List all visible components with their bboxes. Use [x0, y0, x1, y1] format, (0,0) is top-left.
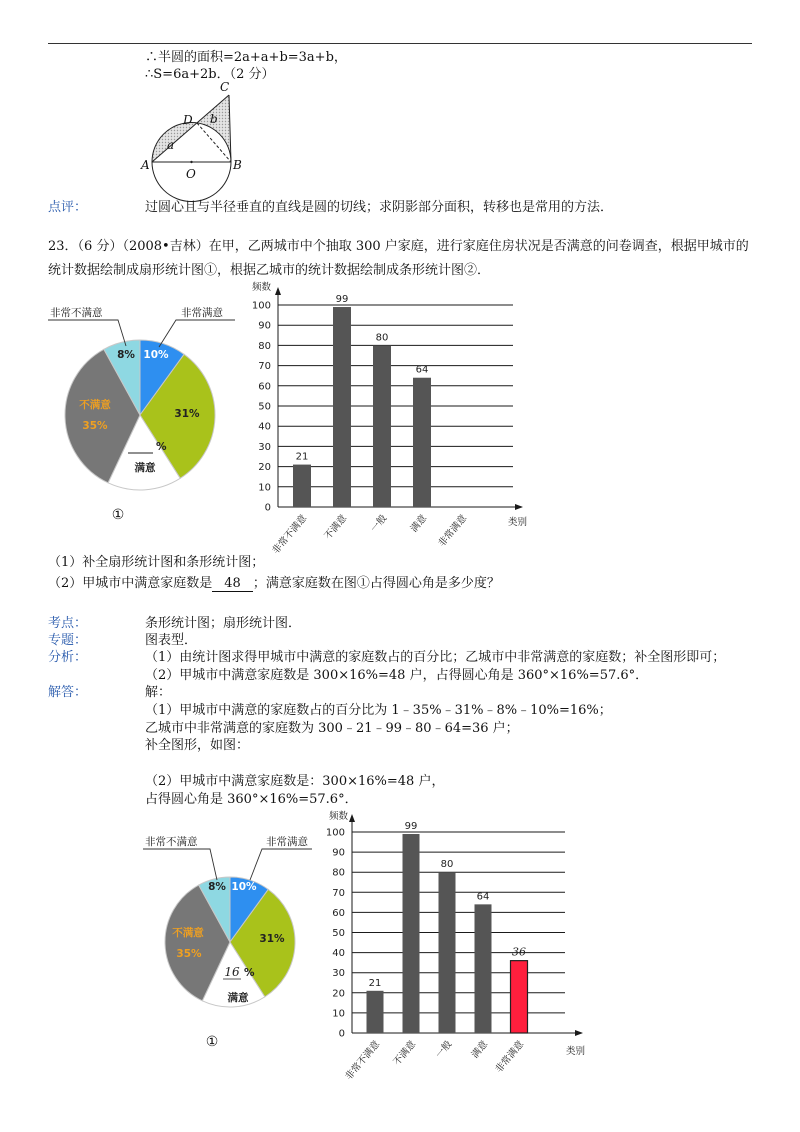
question-1: （1）补全扇形统计图和条形统计图；	[48, 555, 265, 570]
bar-2	[403, 834, 420, 1033]
callout-very-satisfied: 非常满意	[266, 836, 308, 848]
answer-blank: 48	[212, 577, 253, 592]
pct-very-unsatisfied: 8%	[208, 881, 226, 893]
category-label: 满意	[408, 512, 430, 535]
y-tick-label: 30	[258, 441, 271, 453]
pct-unsatisfied: 35%	[82, 420, 108, 432]
bar-plot	[252, 287, 523, 556]
y-tick-label: 80	[332, 867, 345, 879]
bar-chart-2	[320, 805, 600, 1085]
pct-very-satisfied: 10%	[231, 881, 257, 893]
callout-line-left	[143, 849, 217, 880]
y-tick-label: 70	[332, 887, 345, 899]
question-2-start: （2）甲城市中满意家庭数是	[48, 576, 213, 591]
center-point	[190, 161, 192, 163]
category-label: 非常满意	[436, 512, 470, 550]
label-small-b: b	[210, 112, 218, 126]
pct-general: 31%	[174, 408, 200, 420]
bar-1	[293, 465, 311, 507]
fenxi-label: 分析：	[48, 650, 88, 665]
label-a: A	[141, 158, 150, 172]
figure-caption-1: ①	[111, 507, 125, 523]
name-satisfied: 满意	[227, 992, 249, 1004]
y-axis-title: 频数	[329, 811, 349, 822]
fenxi-line-2: （2）甲城市中满意家庭数是 300×16%=48 户，占得圆心角是 360°×16%=57.6°．	[145, 668, 649, 683]
kaodian-text: 条形统计图；扇形统计图．	[145, 616, 302, 631]
previous-line-2: ∴S=6a+2b．（2 分）	[145, 67, 275, 82]
bar-2	[333, 307, 351, 507]
category-label: 一般	[433, 1038, 455, 1061]
callout-very-satisfied: 非常满意	[181, 307, 223, 319]
bar-value-label: 99	[404, 821, 418, 833]
label-o: O	[186, 167, 196, 181]
callout-line-right	[159, 320, 235, 347]
name-unsatisfied: 不满意	[79, 399, 111, 411]
y-tick-label: 60	[258, 381, 271, 393]
bar-4	[475, 904, 492, 1033]
fenxi-line-1: （1）由统计图求得甲城市中满意的家庭数占的百分比；乙城市中非常满意的家庭数；补全图形即可；	[145, 650, 726, 665]
bar-3	[439, 872, 456, 1033]
problem-line-2: 统计数据绘制成扇形统计图①，根据乙城市的统计数据绘制成条形统计图②．	[48, 263, 491, 278]
y-tick-label: 20	[258, 462, 271, 474]
y-tick-label: 20	[332, 988, 345, 1000]
category-label: 不满意	[391, 1038, 419, 1068]
geometry-figure	[140, 78, 250, 206]
previous-line-1: ∴半圆的面积=2a+a+b=3a+b，	[145, 50, 347, 65]
x-axis-arrow	[575, 1030, 583, 1036]
callout-very-unsatisfied: 非常不满意	[50, 307, 103, 319]
category-label: 非常满意	[493, 1038, 527, 1076]
jieda-line-2: 乙城市中非常满意的家庭数为 300﹣21﹣99﹣80﹣64=36 户；	[145, 721, 519, 736]
unit-satisfied: %	[156, 441, 167, 453]
value-satisfied: 16	[224, 965, 240, 979]
y-tick-label: 100	[251, 300, 271, 312]
bar-plot	[325, 814, 586, 1083]
y-tick-label: 70	[258, 361, 271, 373]
label-c: C	[220, 80, 230, 94]
y-tick-label: 50	[258, 401, 271, 413]
jieda-line-3: 补全图形，如图：	[145, 738, 250, 753]
bar-1	[367, 991, 384, 1033]
figure-caption-2: ①	[205, 1034, 219, 1050]
y-tick-label: 30	[332, 968, 345, 980]
label-d: D	[183, 113, 193, 127]
pie-chart-2	[140, 830, 330, 1055]
y-axis-arrow	[275, 287, 281, 295]
callout-line-right	[250, 849, 312, 880]
bar-value-label: 21	[295, 451, 309, 463]
y-tick-label: 90	[258, 320, 271, 332]
name-unsatisfied: 不满意	[172, 927, 204, 939]
y-tick-label: 100	[325, 827, 345, 839]
zhuanti-text: 图表型．	[145, 633, 198, 648]
y-tick-label: 0	[264, 502, 271, 514]
y-tick-label: 40	[332, 948, 345, 960]
name-satisfied: 满意	[134, 462, 156, 474]
jieda-line-4: （2）甲城市中满意家庭数是：300×16%=48 户，	[145, 774, 445, 789]
category-label: 非常不满意	[270, 512, 310, 557]
y-axis-title: 频数	[252, 282, 272, 293]
jieda-line-5: 占得圆心角是 360°×16%=57.6°．	[145, 792, 358, 807]
question-2	[48, 576, 500, 592]
pct-very-satisfied: 10%	[143, 349, 169, 361]
problem-line-1: 23．（6 分）（2008•吉林）在甲，乙两城市中个抽取 300 户家庭，进行家庭住房状况是否满意的问卷调查，根据甲城市的	[48, 239, 749, 254]
jieda-line-1: （1）甲城市中满意的家庭数占的百分比为 1﹣35%﹣31%﹣8%﹣10%=16%；	[145, 703, 612, 718]
category-label: 非常不满意	[343, 1038, 383, 1083]
jieda-line-0: 解：	[145, 685, 172, 700]
y-tick-label: 0	[338, 1028, 345, 1040]
callout-very-unsatisfied: 非常不满意	[145, 836, 198, 848]
y-tick-label: 90	[332, 847, 345, 859]
bar-value-label: 64	[415, 364, 429, 376]
y-tick-label: 10	[332, 1008, 345, 1020]
review-label: 点评：	[48, 200, 88, 215]
category-label: 不满意	[322, 512, 350, 542]
bar-value-label: 80	[440, 859, 454, 871]
kaodian-label: 考点：	[48, 616, 88, 631]
y-tick-label: 60	[332, 907, 345, 919]
question-2-end: ；满意家庭数在图①占得圆心角是多少度？	[252, 576, 500, 591]
pct-very-unsatisfied: 8%	[117, 349, 135, 361]
jieda-label: 解答：	[48, 685, 88, 700]
unit-satisfied: %	[244, 967, 255, 979]
y-axis-arrow	[349, 814, 355, 822]
bar-chart-1	[240, 276, 540, 566]
y-tick-label: 50	[332, 928, 345, 939]
y-tick-label: 80	[258, 340, 271, 352]
pie-chart-1	[40, 300, 240, 530]
bar-value-label: 99	[335, 294, 349, 306]
pct-unsatisfied: 35%	[176, 948, 202, 960]
category-label: 一般	[368, 512, 390, 535]
bar-4	[413, 378, 431, 507]
label-small-a: a	[167, 138, 175, 152]
pct-general: 31%	[259, 933, 285, 945]
zhuanti-label: 专题：	[48, 633, 88, 648]
y-tick-label: 40	[258, 421, 271, 433]
bar-value-label: 36	[512, 945, 526, 959]
x-axis-title: 类别	[566, 1046, 586, 1057]
review-text: 过圆心且与半径垂直的直线是圆的切线；求阴影部分面积，转移也是常用的方法．	[145, 200, 614, 215]
x-axis-title: 类别	[508, 517, 528, 528]
y-tick-label: 10	[258, 482, 271, 494]
bar-3	[373, 345, 391, 507]
x-axis-arrow	[515, 504, 523, 510]
category-label: 满意	[469, 1038, 491, 1061]
label-b: B	[233, 158, 242, 172]
bar-value-label: 21	[368, 977, 382, 989]
bar-value-label: 64	[476, 891, 490, 903]
bar-5	[511, 961, 528, 1033]
bar-value-label: 80	[375, 332, 389, 344]
callout-line-left	[48, 320, 126, 346]
top-rule	[48, 43, 752, 44]
